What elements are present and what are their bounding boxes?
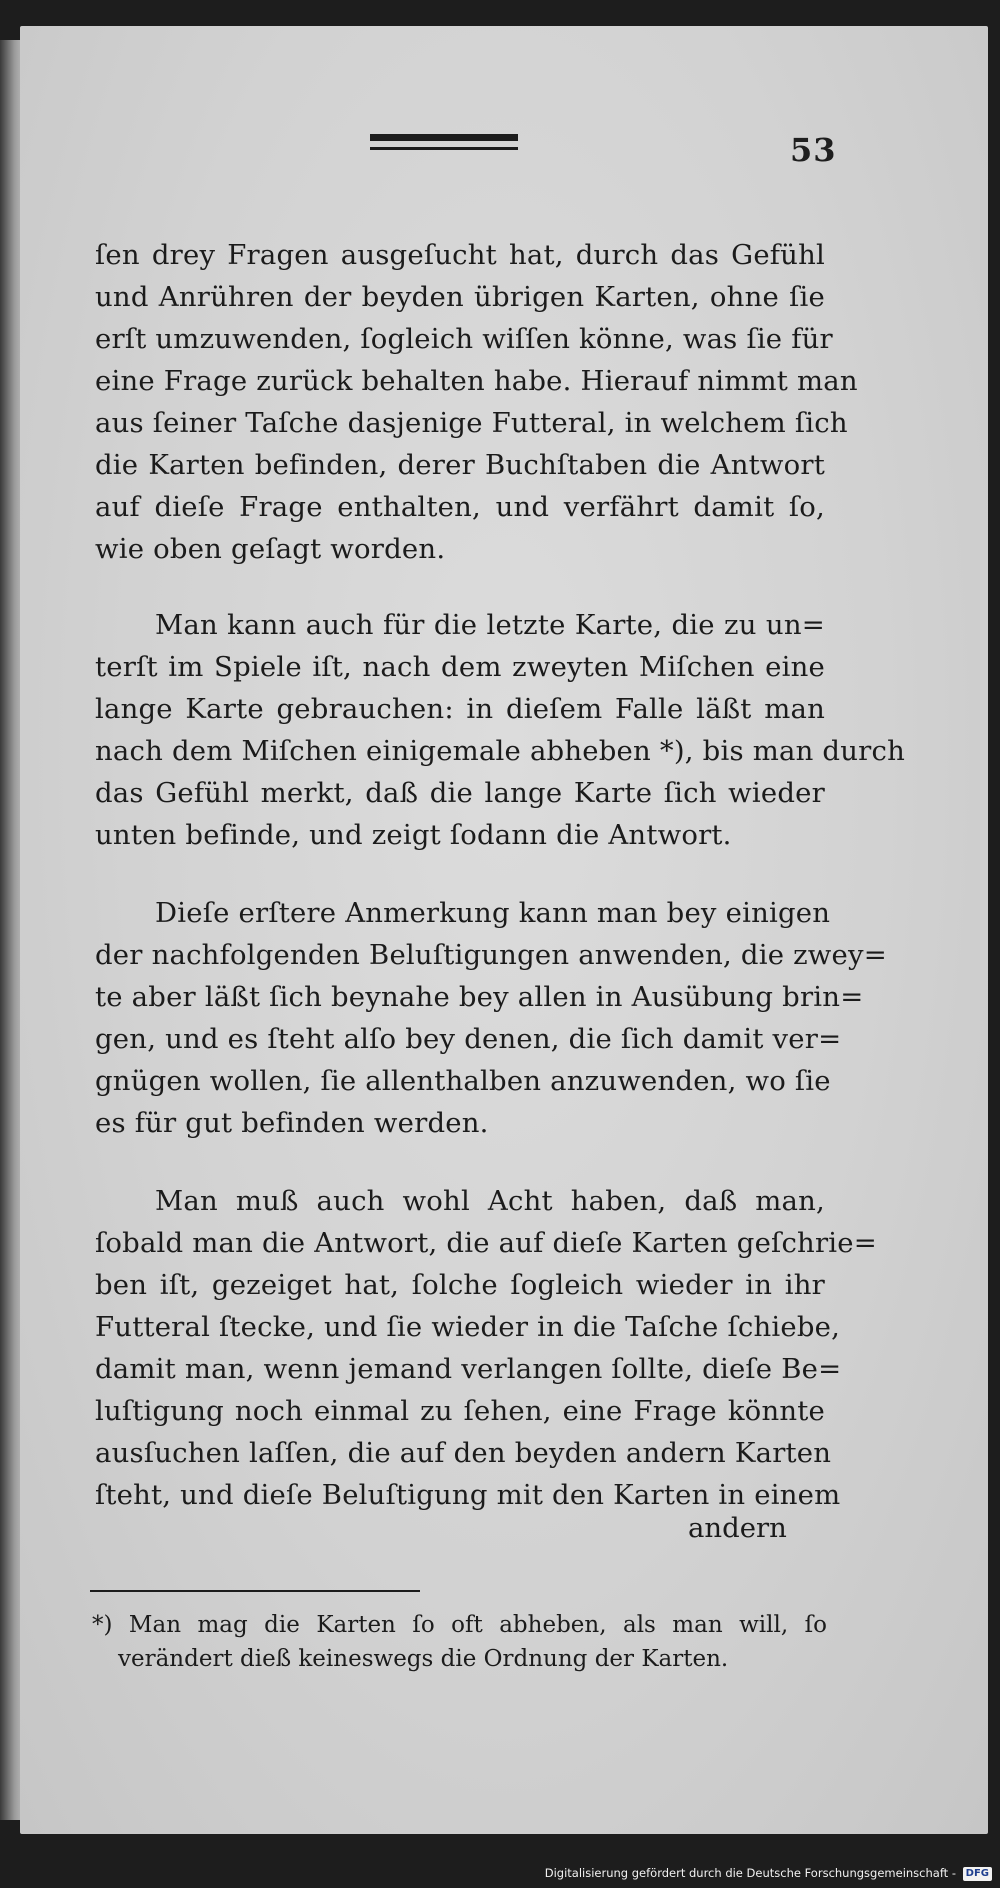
- text-line: aus ſeiner Taſche dasjenige Futteral, in welchem ſich: [95, 407, 848, 439]
- footnote-line: *) Man mag die Karten ſo oft abheben, als man will, ſo: [92, 1612, 827, 1638]
- header-rule-thick: [370, 134, 518, 141]
- footnote: [92, 1608, 827, 1676]
- text-line: unten befinde, und zeigt ſodann die Antwort.: [95, 819, 732, 851]
- header-rule-thin: [370, 147, 518, 150]
- text-line: te aber läßt ſich beynahe bey allen in Ausübung brin=: [95, 981, 864, 1013]
- digitization-credit: [545, 1862, 992, 1884]
- text-line: Dieſe erſtere Anmerkung kann man bey einigen: [155, 897, 831, 929]
- text-line: nach dem Miſchen einigemale abheben *), bis man durch: [95, 735, 905, 767]
- text-line: gen, und es ſteht alſo bey denen, die ſich damit ver=: [95, 1023, 842, 1055]
- footnote-line: verändert dieß keineswegs die Ordnung der Karten.: [118, 1646, 729, 1672]
- dfg-logo-icon: DFG: [963, 1867, 992, 1881]
- text-line: damit man, wenn jemand verlangen ſollte, dieſe Be=: [95, 1353, 842, 1385]
- paragraph-3: [95, 892, 888, 1144]
- text-line: die Karten befinden, derer Buchſtaben die Antwort: [95, 449, 825, 481]
- text-line: wie oben geſagt worden.: [95, 533, 446, 565]
- catchword: andern: [688, 1512, 787, 1544]
- text-line: luſtigung noch einmal zu ſehen, eine Frage könnte: [95, 1395, 825, 1427]
- text-line: es für gut befinden werden.: [95, 1107, 489, 1139]
- text-line: Man muß auch wohl Acht haben, daß man,: [155, 1185, 825, 1217]
- text-line: auf dieſe Frage enthalten, und verfährt damit ſo,: [95, 491, 825, 523]
- text-line: terſt im Spiele iſt, nach dem zweyten Miſchen eine: [95, 651, 825, 683]
- text-line: ſobald man die Antwort, die auf dieſe Karten geſchrie=: [95, 1227, 878, 1259]
- paragraph-2: [95, 604, 905, 856]
- text-line: Man kann auch für die letzte Karte, die zu un=: [155, 609, 825, 641]
- text-line: ausſuchen laſſen, die auf den beyden andern Karten: [95, 1437, 832, 1469]
- page-number: 53: [790, 131, 837, 169]
- text-line: und Anrühren der beyden übrigen Karten, ohne ſie: [95, 281, 825, 313]
- text-line: ben iſt, gezeiget hat, ſolche ſogleich wieder in ihr: [95, 1269, 825, 1301]
- credit-text: Digitalisierung gefördert durch die Deutsche Forschungsgemeinschaft -: [544, 1866, 956, 1880]
- text-line: das Gefühl merkt, daß die lange Karte ſich wieder: [95, 777, 825, 809]
- text-line: gnügen wollen, ſie allenthalben anzuwenden, wo ſie: [95, 1065, 831, 1097]
- text-line: erſt umzuwenden, ſogleich wiſſen könne, was ſie für: [95, 323, 833, 355]
- paragraph-1: [95, 234, 858, 570]
- footnote-rule: [90, 1590, 420, 1592]
- text-line: Futteral ſtecke, und ſie wieder in die Taſche ſchiebe,: [95, 1311, 841, 1343]
- text-line: der nachfolgenden Beluſtigungen anwenden, die zwey=: [95, 939, 888, 971]
- text-line: lange Karte gebrauchen: in dieſem Falle läßt man: [95, 693, 825, 725]
- paragraph-4: [95, 1180, 878, 1516]
- text-line: eine Frage zurück behalten habe. Hierauf nimmt man: [95, 365, 858, 397]
- text-line: ſen drey Fragen ausgeſucht hat, durch das Gefühl: [95, 239, 825, 271]
- text-line: ſteht, und dieſe Beluſtigung mit den Karten in einem: [95, 1479, 841, 1511]
